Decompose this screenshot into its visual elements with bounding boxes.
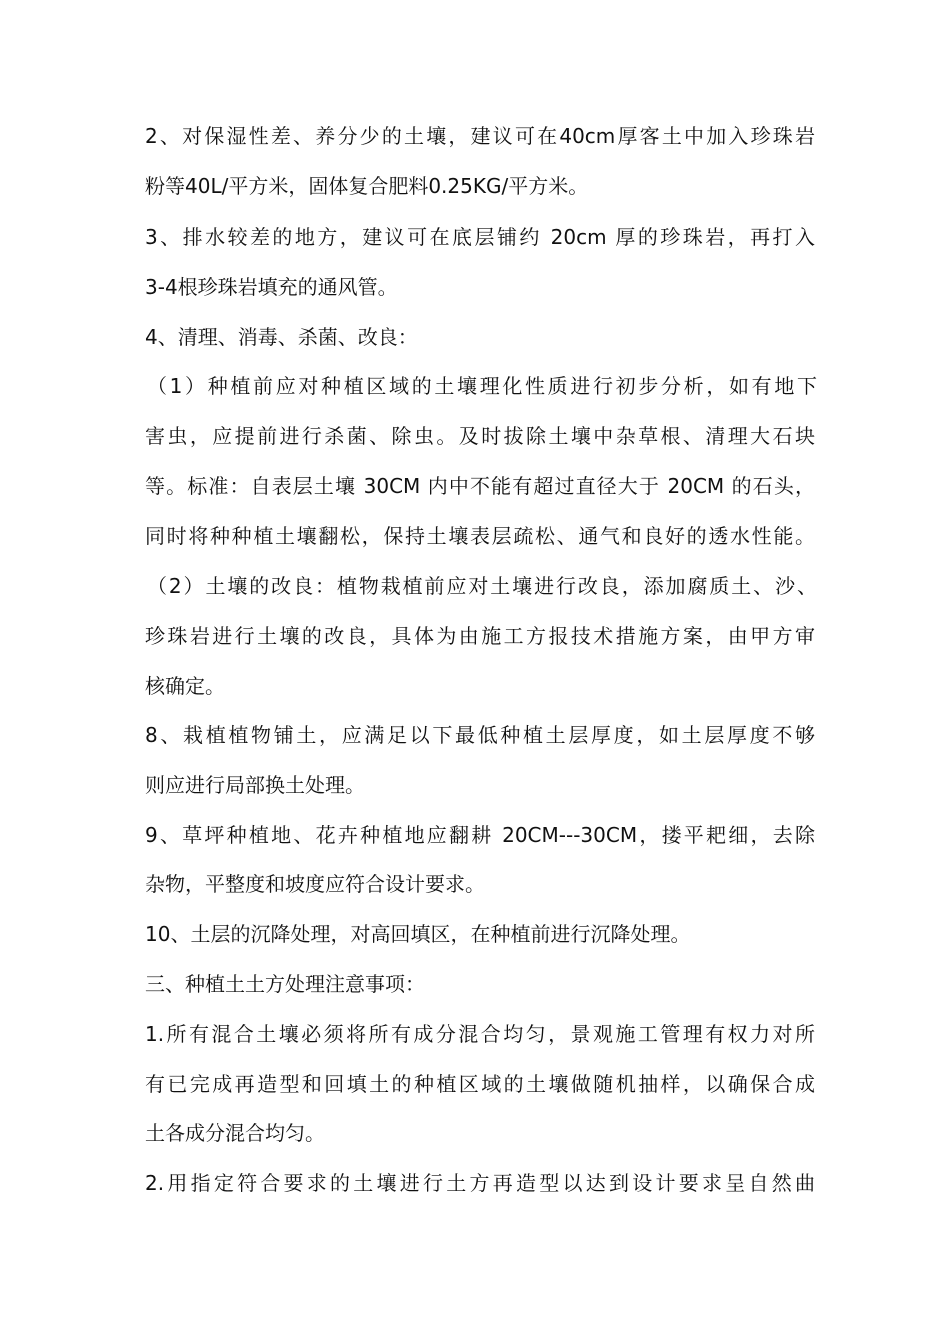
section-heading: 三、种植土土方处理注意事项： [145, 972, 425, 996]
paragraph-line: 2、对保湿性差、养分少的土壤，建议可在40cm厚客土中加入珍珠岩 [145, 124, 815, 148]
paragraph-line: 则应进行局部换土处理。 [145, 773, 365, 797]
paragraph-line: 3、排水较差的地方，建议可在底层铺约 20cm 厚的珍珠岩，再打入 [145, 225, 815, 249]
paragraph-line: 2.用指定符合要求的土壤进行土方再造型以达到设计要求呈自然曲 [145, 1171, 815, 1195]
paragraph-line: 3-4根珍珠岩填充的通风管。 [145, 275, 398, 299]
paragraph-line: 等。标准：自表层土壤 30CM 内中不能有超过直径大于 20CM 的石头， [145, 474, 815, 498]
paragraph-line: 有已完成再造型和回填土的种植区域的土壤做随机抽样，以确保合成 [145, 1072, 815, 1096]
paragraph-line: 粉等40L/平方米，固体复合肥料0.25KG/平方米。 [145, 174, 589, 198]
paragraph-line: 9、草坪种植地、花卉种植地应翻耕 20CM---30CM，搂平耙细，去除 [145, 823, 815, 847]
paragraph-line: 害虫，应提前进行杀菌、除虫。及时拔除土壤中杂草根、清理大石块 [145, 424, 815, 448]
paragraph-line: 土各成分混合均匀。 [145, 1121, 325, 1145]
paragraph-line: 杂物，平整度和坡度应符合设计要求。 [145, 872, 485, 896]
paragraph-line: 珍珠岩进行土壤的改良，具体为由施工方报技术措施方案，由甲方审 [145, 624, 815, 648]
paragraph-line: 10、土层的沉降处理，对高回填区，在种植前进行沉降处理。 [145, 922, 691, 946]
paragraph-line: 同时将种种植土壤翻松，保持土壤表层疏松、通气和良好的透水性能。 [145, 524, 815, 548]
paragraph-line: 4、清理、消毒、杀菌、改良： [145, 325, 418, 349]
paragraph-line: 8、栽植植物铺土，应满足以下最低种植土层厚度，如土层厚度不够 [145, 723, 815, 747]
paragraph-line: 1.所有混合土壤必须将所有成分混合均匀，景观施工管理有权力对所 [145, 1022, 815, 1046]
paragraph-line: 核确定。 [145, 674, 225, 698]
paragraph-line: （2）土壤的改良：植物栽植前应对土壤进行改良，添加腐质土、沙、 [147, 574, 817, 598]
paragraph-line: （1）种植前应对种植区域的土壤理化性质进行初步分析，如有地下 [147, 374, 817, 398]
